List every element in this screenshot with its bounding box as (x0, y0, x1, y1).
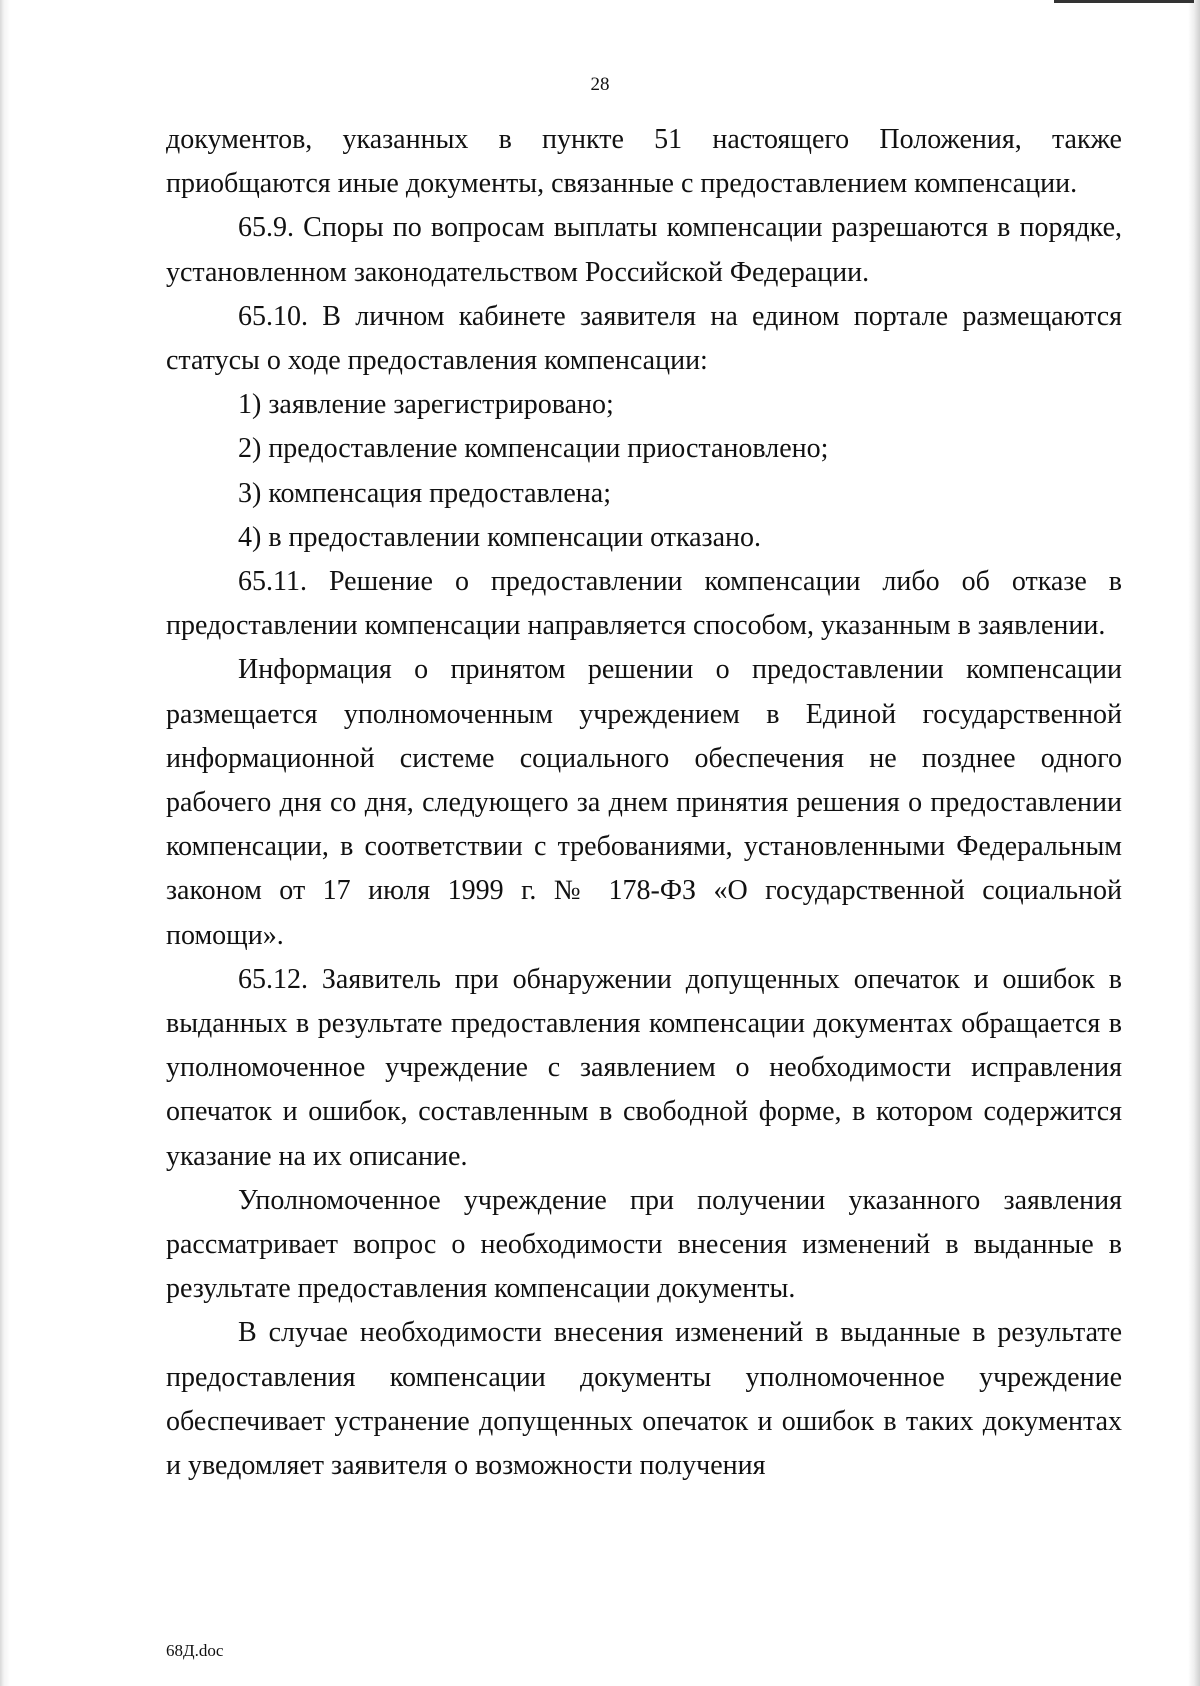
paragraph-65-9: 65.9. Споры по вопросам выплаты компенсации разрешаются в порядке, установленном законодательством Российской Федерации. (166, 212, 1122, 288)
paragraph-65-10: 65.10. В личном кабинете заявителя на едином портале размещаются статусы о ходе предоставления компенсации: (166, 300, 1122, 377)
paragraph-65-12: 65.12. Заявитель при обнаружении допущенных опечаток и ошибок в выданных в результате предоставления компенсации документах обращается в уполномоченное учреждение с заявлением о необходимости исправления опечаток и ошибок, составленным в свободной форме, в котором содержится указание на их описание. (166, 963, 1122, 1172)
page-number: 28 (590, 74, 610, 95)
status-list-item: 3) компенсация предоставлена; (238, 477, 611, 509)
status-list-item: 4) в предоставлении компенсации отказано. (238, 521, 762, 553)
document-body (166, 118, 1122, 1488)
status-list-item: 1) заявление зарегистрировано; (238, 389, 614, 421)
paragraph-corrections: В случае необходимости внесения изменений в выданные в результате предоставления компенсации документы уполномоченное учреждение обеспечивает устранение допущенных опечаток и ошибок в таких документах и уведомляет заявителя о возможности получения (166, 1317, 1122, 1482)
status-list-item: 2) предоставление компенсации приостановлено; (238, 433, 829, 465)
scan-edge-left (0, 0, 10, 1686)
paragraph-continuation: документов, указанных в пункте 51 настоящего Положения, также приобщаются иные документы, связанные с предоставлением компенсации. (166, 124, 1122, 200)
scan-edge-right (1188, 0, 1200, 1686)
scan-edge-top (1054, 0, 1194, 3)
paragraph-65-11: 65.11. Решение о предоставлении компенсации либо об отказе в предоставлении компенсации направляется способом, указанным в заявлении. (166, 566, 1122, 642)
paragraph-information: Информация о принятом решении о предоставлении компенсации размещается уполномоченным учреждением в Единой государственной информационной системе социального обеспечения не позднее одного рабочего дня со дня, следующего за днем принятия решения о предоставлении компенсации, в соответствии с требованиями, установленными Федеральным законом от 17 июля 1999 г. № 178-ФЗ «О государственной социальной помощи». (166, 654, 1122, 951)
footer-filename: 68Д.doc (166, 1641, 224, 1660)
paragraph-authorized-institution: Уполномоченное учреждение при получении указанного заявления рассматривает вопрос о необходимости внесения изменений в выданные в результате предоставления компенсации документы. (166, 1184, 1122, 1305)
